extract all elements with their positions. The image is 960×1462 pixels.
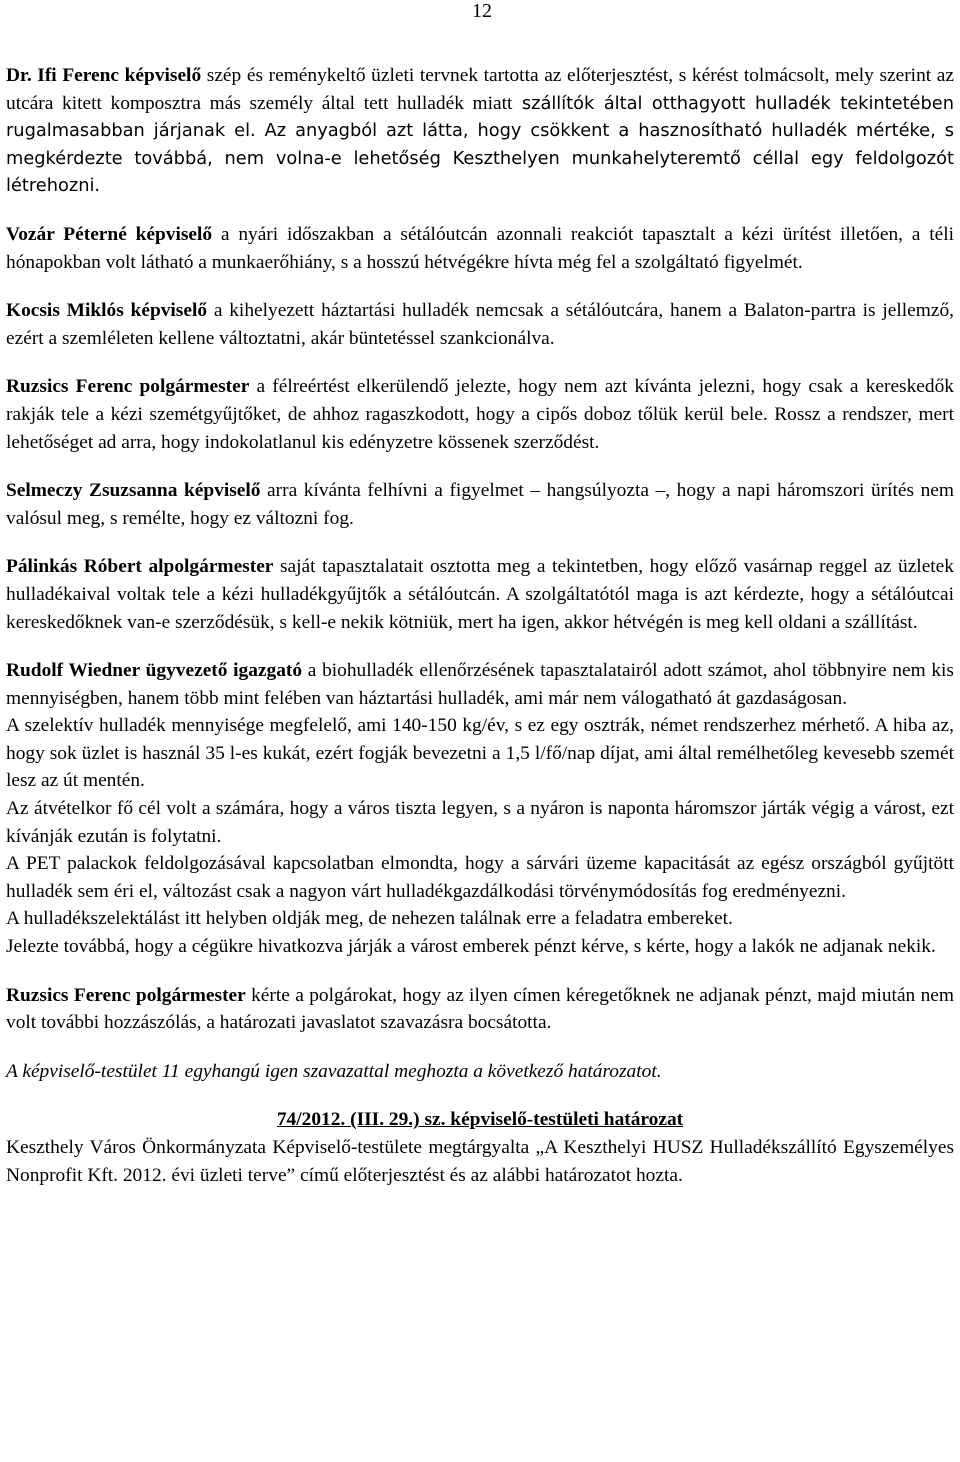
speaker-name: Rudolf Wiedner ügyvezető igazgató <box>6 660 303 682</box>
paragraph-wiedner <box>6 657 954 712</box>
paragraph-wiedner-line: Az átvételkor fő cél volt a számára, hogy a város tiszta legyen, s a nyáron is naponta háromszor járták végig a várost, ezt kívánják ezután is folytatni. <box>6 798 954 847</box>
paragraph-ruzsics <box>6 373 954 456</box>
speaker-name: Selmeczy Zsuzsanna képviselő <box>6 480 261 502</box>
paragraph-selmeczy <box>6 477 954 532</box>
speaker-name: Vozár Péterné képviselő <box>6 223 213 245</box>
paragraph-text: a biohulladék ellenőrzésének tapasztalatairól adott számot, ahol többnyire nem kis mennyiségben, hanem több mint felében van háztartási hulladék, ami már nem válogatható át gazdaságosan. <box>6 660 954 709</box>
paragraph-text: saját tapasztalatait osztotta meg a tekintetben, hogy előző vasárnap reggel az üzletek hulladékaival voltak tele a kézi hulladékgyűjtők a sétálóutcán. A szolgáltatótól maga is azt kérdezte, hogy a sétálóutcai kereskedőknek van-e szerződésük, s kell-e nekik kötniük, mert ha igen, akkor hétvégén is meg kell oldani a szállítást. <box>6 556 954 633</box>
paragraph-closing <box>6 982 954 1037</box>
paragraph-text: a nyári időszakban a sétálóutcán azonnali reakciót tapasztalt a kézi ürítést illetően, a téli hónapokban volt látható a munkaerőhiány, s a hosszú hétvégékre hívta még fel a szolgáltató figyelmét. <box>6 223 954 273</box>
resolution-title: 74/2012. (III. 29.) sz. képviselő-testületi határozat <box>276 1109 684 1131</box>
paragraph-text-sans: szállítók által otthagyott hulladék tekintetében rugalmasabban járjanak el. Az anyagból azt látta, hogy csökkent a hasznosítható hulladék mértéke, s megkérdezte továbbá, nem volna-e lehetőség Keszthelyen munkahelyteremtő céllal egy feldolgozót létrehozni. <box>6 92 954 197</box>
paragraph-wiedner-line: A hulladékszelektálást itt helyben oldják meg, de nehezen találnak erre a feladatra embereket. <box>6 908 733 930</box>
page-number: 12 <box>472 0 492 22</box>
vote-result: A képviselő-testület 11 egyhangú igen szavazattal meghozta a következő határozatot. <box>6 1060 662 1082</box>
speaker-name: Pálinkás Róbert alpolgármester <box>6 556 274 578</box>
document-body <box>6 62 954 1189</box>
speaker-name: Dr. Ifi Ferenc képviselő <box>6 65 202 86</box>
speaker-name: Kocsis Miklós képviselő <box>6 300 208 322</box>
resolution-text: Keszthely Város Önkormányzata Képviselő-testülete megtárgyalta „A Keszthelyi HUSZ Hulladékszállító Egyszemélyes Nonprofit Kft. 2012. évi üzleti terve” című előterjesztést és az alábbi határozatot hozta. <box>6 1137 954 1186</box>
speaker-name: Ruzsics Ferenc polgármester <box>6 376 250 398</box>
paragraph-kocsis <box>6 297 954 352</box>
paragraph-wiedner-line: Jelezte továbbá, hogy a cégükre hivatkozva járják a várost emberek pénzt kérve, s kérte, hogy a lakók ne adjanak nekik. <box>6 936 936 958</box>
paragraph-text: szép és reménykeltő üzleti tervnek tartotta az előterjesztést, s kérést tolmácsolt, mely szerint az utcára kitett komposztra más személy által tett hulladék miatt <box>6 65 954 114</box>
paragraph-ifi <box>6 62 954 200</box>
paragraph-text: kérte a polgárokat, hogy az ilyen címen kéregetőknek ne adjanak pénzt, majd miután nem volt további hozzászólás, a határozati javaslatot szavazásra bocsátotta. <box>6 984 954 1034</box>
paragraph-text: arra kívánta felhívni a figyelmet – hangsúlyozta –, hogy a napi háromszori ürítés nem valósul meg, s remélte, hogy ez változni fog. <box>6 480 954 529</box>
paragraph-vozar <box>6 221 954 276</box>
paragraph-text: a félreértést elkerülendő jelezte, hogy nem azt kívánta jelezni, hogy csak a kereskedők rakják tele a kézi szemétgyűjtőket, de ahhoz ragaszkodott, hogy a cipős doboz tőlük kerül bele. Rossz a rendszer, mert lehetőséget ad arra, hogy indokolatlanul kis edényzetre kössenek szerződést. <box>6 376 954 453</box>
paragraph-text: a kihelyezett háztartási hulladék nemcsak a sétálóutcára, hanem a Balaton-partra is jellemző, ezért a szemléleten kellene változtatni, akár büntetéssel szankcionálva. <box>6 300 954 349</box>
paragraph-palinkas <box>6 553 954 636</box>
paragraph-wiedner-line: A szelektív hulladék mennyisége megfelelő, ami 140-150 kg/év, s ez egy osztrák, német rendszerhez mérhető. A hiba az, hogy sok üzlet is használ 35 l-es kukát, ezért fogják bevezetni a 1,5 l/fő/nap díjat, ami által remélhetőleg kevesebb szemét lesz az út mentén. <box>6 715 954 792</box>
paragraph-wiedner-line: A PET palackok feldolgozásával kapcsolatban elmondta, hogy a sárvári üzeme kapacitását az egész országból gyűjtött hulladék sem éri el, változást csak a nagyon várt hulladékgazdálkodási törvénymódosítás fog eredményezni. <box>6 853 954 902</box>
speaker-name: Ruzsics Ferenc polgármester <box>6 984 246 1006</box>
